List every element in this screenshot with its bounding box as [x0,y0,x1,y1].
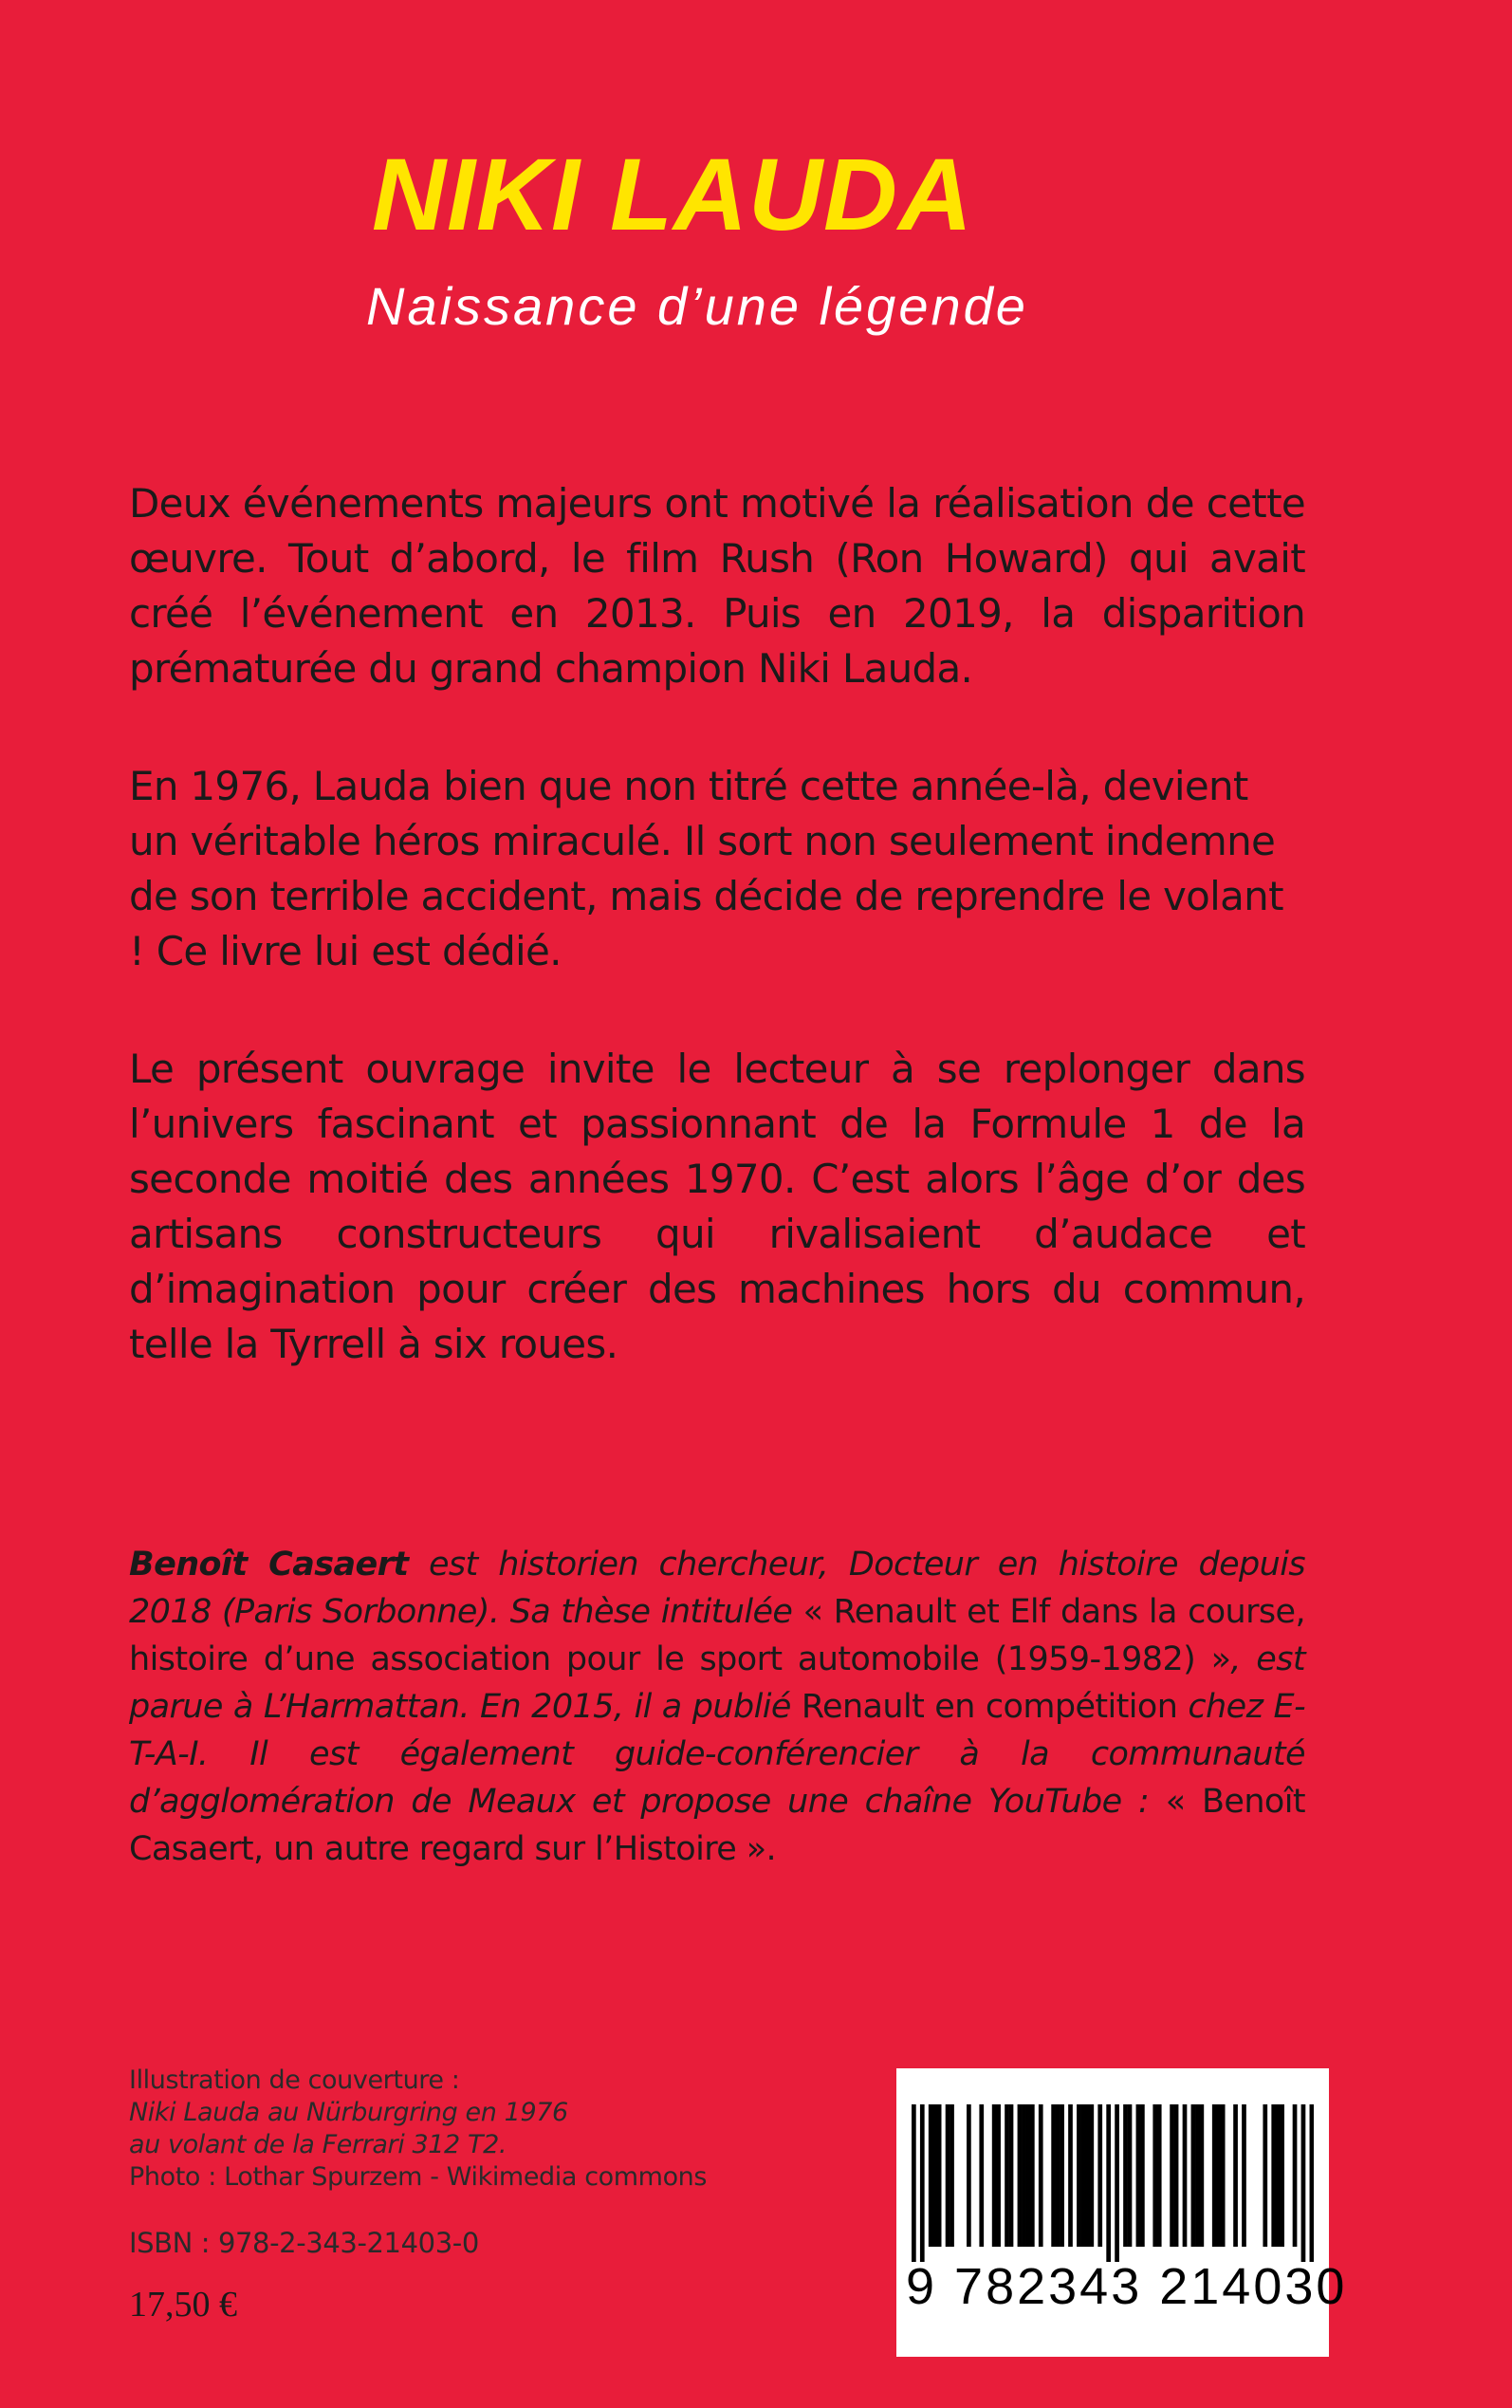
youtube-channel: « Benoît Casaert, un autre regard sur l’Histoire ». [129,1783,1305,1868]
book-subtitle: Naissance d’une légende [366,276,1028,336]
thesis-title: « Renault et Elf dans la course, histoire d’une association pour le sport automobile (1959-1982) » [129,1593,1305,1678]
barcode-bar [1060,2104,1064,2247]
barcode-bar [996,2104,1001,2247]
barcode-bar [1263,2104,1267,2247]
barcode-bar [1089,2104,1094,2247]
barcode-bar [1174,2104,1179,2247]
barcode-bar [1216,2104,1221,2247]
barcode-bar [1271,2104,1276,2247]
credits-caption-line-2: au volant de la Ferrari 312 T2. [129,2130,507,2159]
barcode-bar [1056,2104,1060,2247]
barcode-bar [1077,2104,1081,2247]
barcode-bar [979,2104,984,2247]
barcode-bar [1018,2104,1023,2247]
barcode-bar [1212,2104,1217,2247]
barcode-bar [967,2104,971,2247]
barcode-bar [920,2104,925,2262]
barcode-bar [1140,2104,1145,2247]
summary-paragraph-1: Deux événements majeurs ont motivé la réalisation de cette œuvre. Tout d’abord, le film Rush (Ron Howard) qui avait créé l’événement en 2013. Puis en 2019, la disparition prématurée du grand champion Niki Lauda. [129,480,1305,692]
barcode-bar [1097,2104,1102,2247]
barcode-bar [946,2104,950,2247]
author-name: Benoît Casaert [129,1546,409,1584]
barcode-bar [929,2104,933,2247]
barcode-bars [912,2104,1314,2262]
barcode-bar [1170,2104,1174,2247]
barcode-bar [1233,2104,1238,2247]
barcode-bar [1128,2104,1133,2247]
barcode-bar [937,2104,942,2247]
barcode-bar [1051,2104,1056,2247]
barcode-bar [1123,2104,1128,2247]
isbn: ISBN : 978-2-343-21403-0 [129,2227,479,2259]
barcode-bar [950,2104,954,2247]
barcode-bar [1293,2104,1298,2247]
barcode-bar [1106,2104,1111,2262]
barcode-bar [1136,2104,1141,2247]
barcode-bar [1085,2104,1090,2247]
barcode-bar [1030,2104,1035,2247]
price: 17,50 € [129,2285,237,2325]
barcode-bar [1039,2104,1043,2247]
author-bio [129,1541,1305,1873]
author-bio-text-3: chez E-T-A-I. Il est également guide-conférencier à la communauté d’agglomération de Meaux et propose une chaîne YouTube : [129,1688,1305,1821]
book-reference: Renault en compétition [801,1688,1178,1726]
barcode-digits: 9 782343 214030 [906,2258,1348,2315]
author-bio-text-2: , est parue à L’Harmattan. En 2015, il a publié [129,1640,1305,1726]
author-bio-text-1: est historien chercheur, Docteur en histoire depuis 2018 (Paris Sorbonne). Sa thèse intitulée [129,1546,1305,1631]
barcode-bar [1199,2104,1204,2247]
barcode-bar [1026,2104,1031,2247]
book-title: NIKI LAUDA [372,137,973,251]
summary-paragraph-2: En 1976, Lauda bien que non titré cette année-là, devient un véritable héros miraculé. Il sort non seulement indemne de son terrible accident, mais décide de reprendre le volant ! Ce livre lui est dédié. [129,763,1283,974]
barcode-bar [1195,2104,1200,2247]
barcode-bar [1068,2104,1073,2247]
barcode-bar [1191,2104,1196,2247]
barcode-bar [1022,2104,1026,2247]
barcode-bar [1081,2104,1086,2247]
photo-credit: Photo : Lothar Spurzem - Wikimedia commons [129,2162,708,2192]
barcode-bar [1310,2104,1314,2262]
barcode-bar [1115,2104,1119,2262]
barcode-bar [1157,2104,1162,2247]
barcode-bar [992,2104,997,2247]
cover-credits [129,2065,707,2194]
barcode-bar [1152,2104,1157,2247]
summary-paragraph-3: Le présent ouvrage invite le lecteur à se replonger dans l’univers fascinant et passionnant de la Formule 1 de la seconde moitié des années 1970. C’est alors l’âge d’or des artisans constructeurs qui rivalisaient d’audace et d’imagination pour créer des machines hors du commun, telle la Tyrrell à six roues. [129,1046,1305,1367]
barcode-bar [1009,2104,1014,2247]
barcode-bar [1276,2104,1281,2247]
credits-caption-line-1: Niki Lauda au Nürburgring en 1976 [129,2098,568,2127]
credits-heading: Illustration de couverture : [129,2065,460,2095]
barcode-bar [1280,2104,1284,2247]
barcode-bar [1242,2104,1246,2247]
barcode-bar [932,2104,937,2247]
barcode-bar [1301,2104,1306,2262]
barcode-bar [1183,2104,1188,2247]
barcode-bar [1005,2104,1009,2247]
barcode-bar [912,2104,916,2262]
barcode-bar [1221,2104,1226,2247]
barcode [896,2068,1348,2357]
